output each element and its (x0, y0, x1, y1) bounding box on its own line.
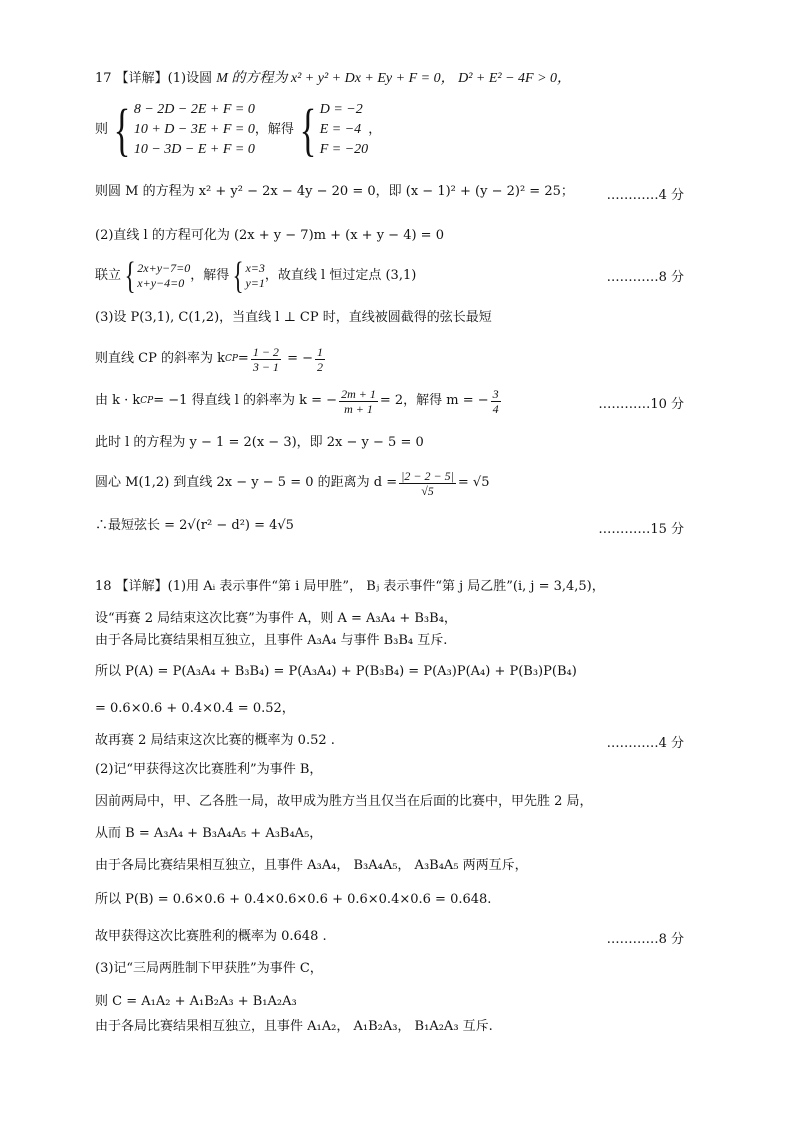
q17-part2-tail: ，故直线 l 恒过定点 (3,1) (264, 268, 417, 283)
q17-k-mid: = −1 得直线 l 的斜率为 k = − (153, 393, 338, 408)
q17-header-label: 17 【详解】(1)设圆 (95, 71, 213, 86)
q17-distance (95, 466, 490, 500)
q17-fraction (491, 387, 501, 416)
q17-system-row: 10 − 3D − E + F = 0 (133, 142, 255, 157)
q18-line: 由于各局比赛结果相互独立，且事件 A₃A₄， B₃A₄A₅， A₃B₄A₅ 两两互斥， (95, 858, 528, 873)
q17-part2-row: x+y−4=0 (137, 276, 185, 290)
q17-fraction (251, 345, 281, 374)
q17-solution-row: F = −20 (319, 142, 369, 157)
q18-line: 由于各局比赛结果相互独立，且事件 A₁A₂， A₁B₂A₃， B₁A₂A₃ 互斥. (95, 1019, 493, 1034)
q18-line: (2)记“甲获得这次比赛胜利”为事件 B， (95, 762, 323, 777)
fraction-denominator: √5 (421, 483, 434, 498)
q17-header (95, 70, 571, 88)
q17-part2-equations (121, 257, 190, 295)
q17-score-1: …………4 分 (606, 188, 684, 203)
q17-score-4: …………15 分 (598, 522, 684, 537)
q17-part2-sol-row: y=1 (245, 276, 265, 290)
fraction-numerator: 1 − 2 (252, 344, 279, 359)
q18-line: = 0.6×0.6 + 0.4×0.4 = 0.52， (95, 701, 295, 716)
q18-line: 因前两局中，甲、乙各胜一局，故甲成为胜方当且仅当在后面的比赛中，甲先胜 2 局， (95, 794, 593, 809)
q17-circle-equation: 则圆 M 的方程为 x² + y² − 2x − 4y − 20 = 0，即 (x − 1)² + (y − 2)² = 25； (95, 184, 574, 199)
fraction-denominator: 2 (317, 359, 323, 374)
q18-header: 18 【详解】(1)用 Aᵢ 表示事件“第 i 局甲胜”， Bⱼ 表示事件“第 j 局乙胜”(i, j = 3,4,5)， (95, 579, 605, 594)
q18-line: 故再赛 2 局结束这次比赛的概率为 0.52 . (95, 733, 335, 748)
q17-part2-prefix: 联立 (95, 268, 122, 283)
q17-part2-sol-row: x=3 (245, 261, 265, 275)
q17-system-prefix: 则 (95, 122, 109, 137)
q17-distance-tail: = √5 (457, 475, 490, 490)
q17-score-3: …………10 分 (598, 397, 684, 412)
q17-part2-solution (229, 257, 265, 295)
q18-line: (3)记“三局两胜制下甲获胜”为事件 C， (95, 961, 323, 976)
fraction-numerator: 1 (317, 344, 323, 359)
q17-fraction (339, 387, 378, 416)
q18-line: 由于各局比赛结果相互独立，且事件 A₃A₄ 与事件 B₃B₄ 互斥. (95, 633, 448, 648)
q17-distance-prefix: 圆心 M(1,2) 到直线 2x − y − 5 = 0 的距离为 d = (95, 475, 398, 490)
q17-solution-tail: ， (368, 122, 382, 137)
q17-part3-title: (3)设 P(3,1), C(1,2)，当直线 l ⊥ CP 时，直线被圆截得的弦长最短 (95, 310, 492, 325)
q18-score-2: …………8 分 (606, 932, 684, 947)
left-brace-icon: { (124, 255, 136, 297)
q17-part2-system (95, 256, 416, 296)
q17-score-2: …………8 分 (606, 270, 684, 285)
q17-line-equation: 此时 l 的方程为 y − 1 = 2(x − 3)，即 2x − y − 5 = 0 (95, 435, 424, 450)
q17-part2-row: 2x+y−7=0 (137, 261, 191, 275)
q18-line: 从而 B = A₃A₄ + B₃A₄A₅ + A₃B₄A₅， (95, 826, 323, 841)
q18-line: 设“再赛 2 局结束这次比赛”为事件 A，则 A = A₃A₄ + B₃B₄， (95, 611, 457, 626)
q17-slope-eq: = (237, 351, 249, 366)
q17-part3-slope: 则直线 CP 的斜率为 k CP = $\frac{1 - 2}{3 - 1}$ = − $\frac{1}{2}$ (95, 344, 323, 374)
q17-k-prefix: 由 k · k (95, 393, 141, 408)
q17-system (95, 95, 381, 165)
q17-system-mid: ，解得 (254, 122, 294, 137)
q17-solution-row: E = −4 (319, 122, 362, 137)
fraction-denominator: 4 (492, 401, 499, 416)
fraction-numerator: |2 − 2 − 5| (401, 468, 454, 483)
q17-system-row: 8 − 2D − 2E + F = 0 (133, 102, 255, 117)
q17-part3-k (95, 384, 503, 418)
q17-slope-prefix: 则直线 CP 的斜率为 k (95, 351, 225, 366)
q17-shortest-chord: ∴最短弦长 = 2√(r² − d²) = 4√5 (95, 518, 294, 533)
q18-line: 则 C = A₁A₂ + A₁B₂A₃ + B₁A₂A₃ (95, 994, 297, 1009)
q18-line: 所以 P(B) = 0.6×0.6 + 0.4×0.6×0.6 + 0.6×0.4×0.6 = 0.648. (95, 892, 492, 907)
q17-system-row: 10 + D − 3E + F = 0 (133, 122, 255, 137)
q18-line: 故甲获得这次比赛胜利的概率为 0.648 . (95, 929, 327, 944)
left-brace-icon: { (232, 255, 244, 297)
q18-line: 所以 P(A) = P(A₃A₄ + B₃B₄) = P(A₃A₄) + P(B₃B₄) = P(A₃)P(A₄) + P(B₃)P(B₄) (95, 664, 577, 679)
q17-solution (294, 97, 369, 162)
fraction-numerator: 3 (492, 386, 499, 401)
q17-part2-mid: ，解得 (190, 268, 230, 283)
fraction-numerator: 2m + 1 (341, 386, 376, 401)
q17-fraction (315, 345, 325, 374)
q17-slope-sub: CP (224, 354, 238, 364)
q17-k-sub: CP (140, 396, 154, 406)
q17-solution-row: D = −2 (319, 102, 363, 117)
q17-system-equations (108, 97, 255, 162)
q17-k-tail: = 2，解得 m = − (379, 393, 489, 408)
fraction-denominator: m + 1 (344, 401, 373, 416)
left-brace-icon: { (299, 97, 317, 162)
q17-fraction (399, 469, 456, 498)
left-brace-icon: { (113, 97, 131, 162)
fraction-denominator: 3 − 1 (252, 359, 279, 374)
q18-score-1: …………4 分 (606, 736, 684, 751)
q17-part2-title: (2)直线 l 的方程可化为 (2x + y − 7)m + (x + y − 4) = 0 (95, 228, 444, 243)
q17-header-equation: M 的方程为 x² + y² + Dx + Ey + F = 0， D² + E² − 4F > 0， (216, 71, 572, 86)
